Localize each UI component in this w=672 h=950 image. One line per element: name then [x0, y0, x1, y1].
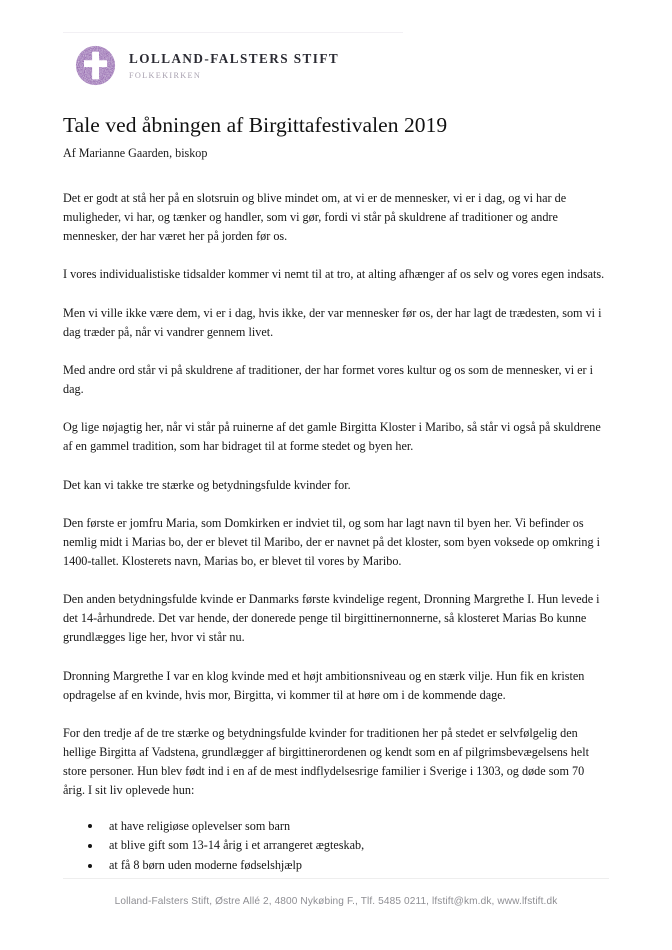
paragraph-9 [63, 667, 609, 705]
document-content [63, 112, 609, 876]
footer-divider [63, 878, 609, 879]
paragraph-4 [63, 361, 609, 399]
author-byline: Af Marianne Gaarden, biskop [63, 146, 208, 161]
list-item-label: at få 8 børn uden moderne fødselshjælp [109, 858, 302, 873]
bullet-dot-icon [88, 844, 92, 848]
bullet-dot-icon [88, 864, 92, 868]
paragraph-5 [63, 418, 609, 456]
paragraph-2 [63, 265, 609, 284]
paragraph-text: Det kan vi takke tre stærke og betydningsfulde kvinder for. [63, 477, 351, 492]
header-divider [63, 32, 403, 33]
list-item [63, 836, 609, 856]
brand-wordmark [129, 50, 339, 80]
paragraph-text: Med andre ord står vi på skuldrene af traditioner, der har formet vores kultur og os som de mennesker, vi er i dag. [63, 362, 594, 397]
paragraph-6 [63, 476, 609, 495]
paragraph-text: For den tredje af de tre stærke og betydningsfulde kvinder for traditionen her på stedet er selvfølgelig den hellige Birgitta af Vadstena, grundlægger af birgittinerordenen og kendt som en af pilgrimsbevægelsens helt store personer. Hun blev født ind i en af de mest indflydelsesrige familier i Sverige i 1303, og døde som 70 årig. I sit liv oplevede hun: [63, 725, 589, 798]
paragraph-text: I vores individualistiske tidsalder kommer vi nemt til at tro, at alting afhænger af os selv og vores egen indsats. [63, 267, 605, 282]
paragraph-1 [63, 189, 609, 246]
cross-in-circle-icon [75, 45, 116, 86]
paragraph-8 [63, 590, 609, 647]
page-title: Tale ved åbningen af Birgittafestivalen 2019 [63, 113, 448, 137]
list-item-label: at have religiøse oplevelser som barn [109, 818, 291, 833]
paragraph-text: Men vi ville ikke være dem, vi er i dag, hvis ikke, der var mennesker før os, der har lagt de trædesten, som vi i dag træder på, når vi vandrer gennem livet. [63, 305, 602, 339]
paragraph-10 [63, 724, 609, 801]
bullet-dot-icon [88, 824, 92, 828]
paragraph-7 [63, 514, 609, 571]
list-item [63, 817, 609, 837]
brand-name: LOLLAND-FALSTERS STIFT [129, 51, 340, 67]
bullet-list [63, 817, 609, 876]
paragraph-3 [63, 304, 609, 342]
paragraph-text: Den første er jomfru Maria, som Domkirken er indviet til, og som har lagt navn til byen her. Vi befinder os nemlig midt i Marias bo, der er blevet til Maribo, der er navnet på det kloster, som byen voksede op omkring i 1400-tallet. Klosterets navn, Marias bo, er blevet til vores by Maribo. [63, 515, 600, 568]
footer-contact-info: Lolland-Falsters Stift, Østre Allé 2, 4800 Nykøbing F., Tlf. 5485 0211, lfstift@km.dk, www.lfstift.dk [114, 896, 558, 907]
brand-subtitle: FOLKEKIRKEN [129, 70, 202, 80]
list-item-label: at blive gift som 13-14 årig i et arrangeret ægteskab, [109, 838, 365, 853]
brand-header [75, 45, 339, 86]
paragraph-text: Den anden betydningsfulde kvinde er Danmarks første kvindelige regent, Dronning Margrethe I. Hun levede i det 14-århundrede. Det var hende, der donerede penge til birgittinernonnerne, så klosteret Marias Bo kunne grundlægges lige her, hvor vi står nu. [63, 592, 600, 645]
paragraph-text: Og lige nøjagtig her, når vi står på ruinerne af det gamle Birgitta Kloster i Maribo, så står vi også på skuldrene af en gammel tradition, som har bidraget til at forme stedet og byen her. [63, 420, 601, 454]
paragraph-text: Dronning Margrethe I var en klog kvinde med et højt ambitionsniveau og en stærk vilje. Hun fik en kristen opdragelse af en kvinde, hvis mor, Birgitta, vi kommer til at høre om i de kommende dage. [63, 668, 585, 702]
list-item [63, 856, 609, 876]
paragraph-text: Det er godt at stå her på en slotsruin og blive mindet om, at vi er de mennesker, vi er i dag, og vi har de muligheder, vi har, og tænker og handler, som vi gør, fordi vi står på skuldrene af traditioner og andre mennesker, der har været her på jorden før os. [63, 190, 567, 244]
